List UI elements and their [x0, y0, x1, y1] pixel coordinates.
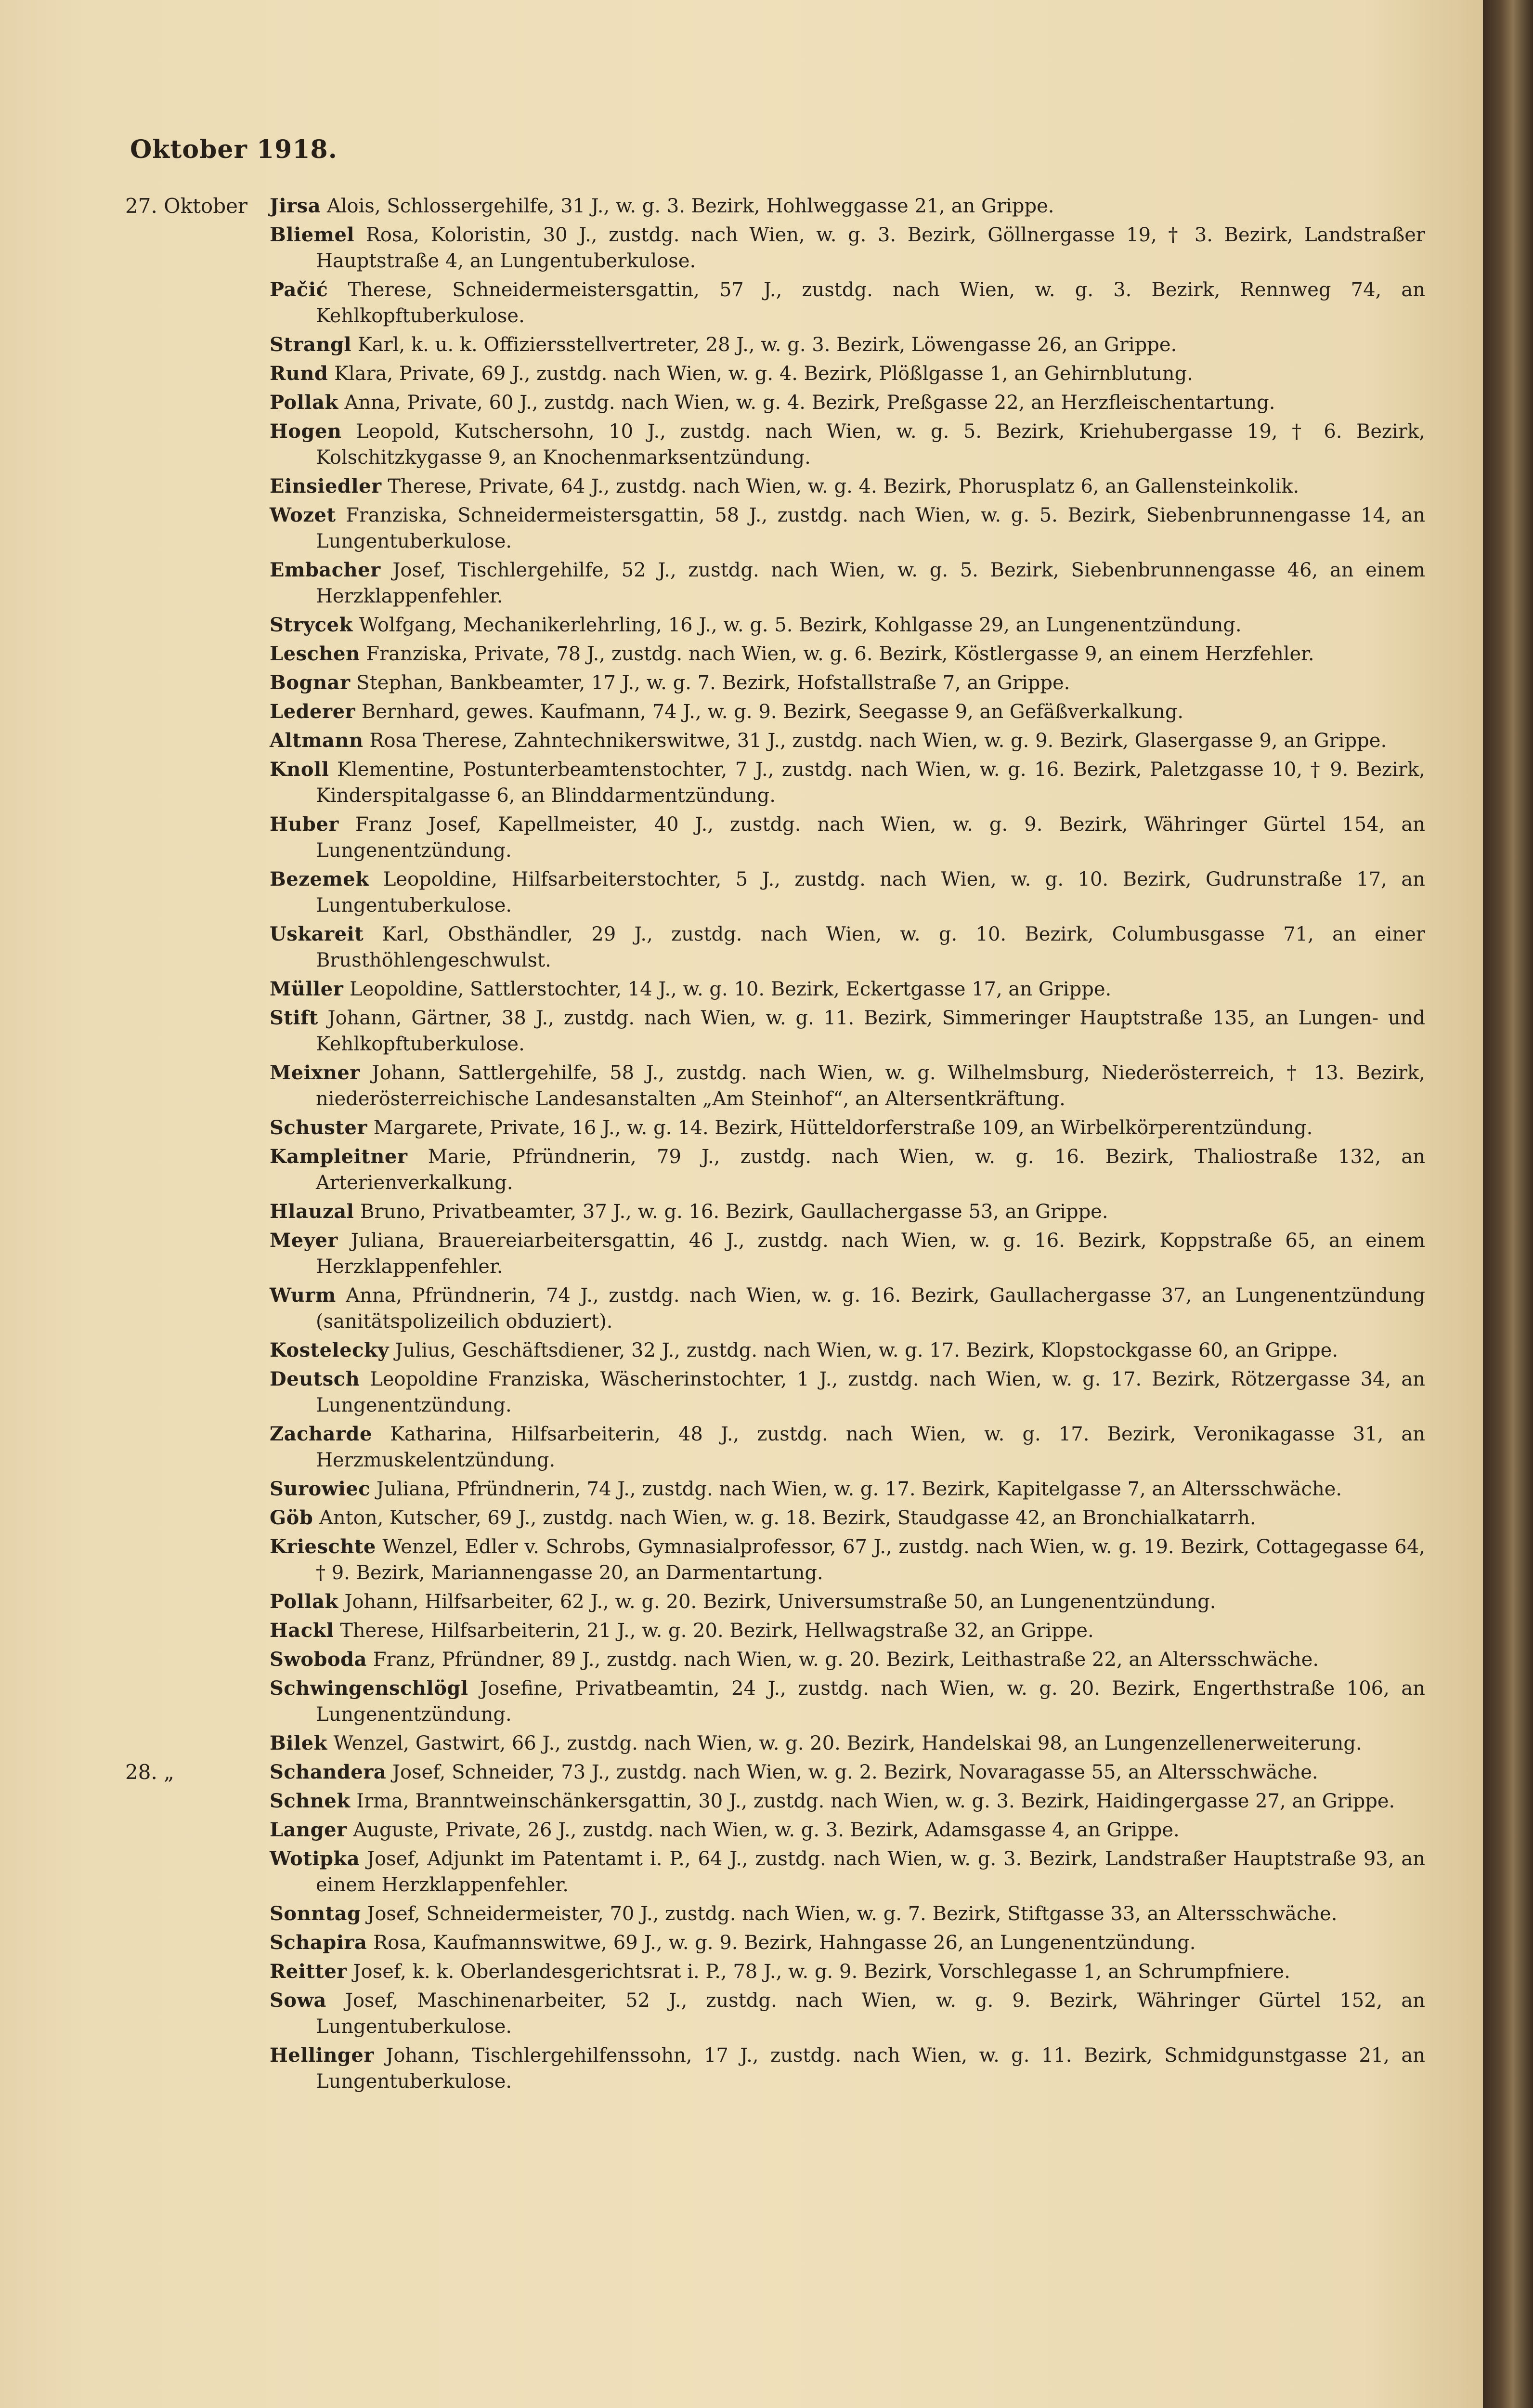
entry-surname: Stift: [270, 1007, 318, 1029]
entry-details: Klara, Private, 69 J., zustdg. nach Wien, w. g. 4. Bezirk, Plößlgasse 1, an Gehirnblutung.: [334, 363, 1193, 385]
register-entry: [125, 1988, 1425, 2040]
entry-details: Franziska, Private, 78 J., zustdg. nach Wien, w. g. 6. Bezirk, Köstlergasse 9, an einem Herzfehler.: [366, 643, 1314, 665]
entry-surname: Pollak: [270, 1590, 338, 1613]
entry-surname: Müller: [270, 978, 344, 1000]
entry-details: Klementine, Postunterbeamtenstochter, 7 J., zustdg. nach Wien, w. g. 16. Bezirk, Paletzgasse 10, † 9. Bezirk, Kinderspitalgasse 6, an Blinddarmentzündung.: [316, 759, 1425, 807]
entry-surname: Leschen: [270, 642, 360, 665]
entry-details: Katharina, Hilfsarbeiterin, 48 J., zustdg. nach Wien, w. g. 17. Bezirk, Veronikagasse 31, an Herzmuskelentzündung.: [316, 1423, 1426, 1471]
entry-surname: Schwingenschlögl: [270, 1677, 468, 1700]
register-entry: [125, 473, 1425, 499]
register-entry: [125, 670, 1425, 696]
entry-surname: Strangl: [270, 333, 352, 356]
entry-details: Therese, Schneidermeistersgattin, 57 J., zustdg. nach Wien, w. g. 3. Bezirk, Rennweg 74, an Kehlkopftuberkulose.: [316, 279, 1425, 327]
register-entry: [125, 1476, 1425, 1502]
entry-text: [270, 502, 1425, 554]
entry-text: [270, 222, 1425, 274]
entry-details: Therese, Private, 64 J., zustdg. nach Wien, w. g. 4. Bezirk, Phorusplatz 6, an Gallensteinkolik.: [388, 475, 1299, 497]
register-entry: [125, 1846, 1425, 1898]
entry-text: [270, 332, 1425, 358]
entry-date: 27. Oktober: [125, 194, 248, 218]
entry-details: Julius, Geschäftsdiener, 32 J., zustdg. nach Wien, w. g. 17. Bezirk, Klopstockgasse 60, an Grippe.: [395, 1339, 1338, 1361]
entry-surname: Uskareit: [270, 923, 364, 945]
entry-details: Josef, Schneidermeister, 70 J., zustdg. nach Wien, w. g. 7. Bezirk, Stiftgasse 33, an Altersschwäche.: [367, 1903, 1338, 1925]
entry-details: Franz Josef, Kapellmeister, 40 J., zustdg. nach Wien, w. g. 9. Bezirk, Währinger Gürtel 154, an Lungenentzündung.: [316, 813, 1425, 862]
register-entry: [125, 866, 1425, 918]
register-entry: [125, 1005, 1425, 1057]
entry-surname: Einsiedler: [270, 475, 382, 497]
entry-text: [270, 1817, 1425, 1843]
register-entry: [125, 921, 1425, 973]
entry-text: [270, 1589, 1425, 1615]
entry-surname: Schuster: [270, 1116, 367, 1139]
register-entry: [125, 1618, 1425, 1644]
entry-details: Josef, Tischlergehilfe, 52 J., zustdg. nach Wien, w. g. 5. Bezirk, Siebenbrunnengasse 46, an einem Herzklappenfehler.: [316, 559, 1426, 607]
register-entry: [125, 757, 1425, 809]
entry-surname: Bilek: [270, 1732, 327, 1754]
entry-surname: Kampleitner: [270, 1145, 408, 1168]
entry-text: [270, 757, 1425, 809]
register-entry: [125, 811, 1425, 864]
entry-surname: Meyer: [270, 1229, 338, 1252]
entry-details: Auguste, Private, 26 J., zustdg. nach Wien, w. g. 3. Bezirk, Adamsgasse 4, an Grippe.: [353, 1819, 1180, 1841]
entry-text: [270, 1421, 1425, 1473]
register-entry: [125, 1366, 1425, 1418]
entry-details: Karl, k. u. k. Offiziersstellvertreter, 28 J., w. g. 3. Bezirk, Löwengasse 26, an Grippe.: [357, 334, 1177, 356]
entry-text: [270, 1534, 1425, 1586]
entry-surname: Pollak: [270, 391, 338, 414]
register-entry: [125, 1228, 1425, 1280]
entry-surname: Wotipka: [270, 1847, 360, 1870]
entry-details: Rosa, Koloristin, 30 J., zustdg. nach Wien, w. g. 3. Bezirk, Göllnergasse 19, † 3. Bezirk, Landstraßer Hauptstraße 4, an Lungentuberkulose.: [316, 224, 1425, 272]
entry-text: [270, 1730, 1425, 1756]
entry-text: [270, 1959, 1425, 1985]
register-entry: [125, 1199, 1425, 1225]
entry-details: Alois, Schlossergehilfe, 31 J., w. g. 3. Bezirk, Hohlweggasse 21, an Grippe.: [326, 195, 1054, 217]
register-entry: [125, 612, 1425, 638]
entry-details: Wenzel, Gastwirt, 66 J., zustdg. nach Wien, w. g. 20. Bezirk, Handelskai 98, an Lungenzellenerweiterung.: [333, 1732, 1362, 1754]
entry-text: [270, 390, 1425, 416]
entry-details: Bruno, Privatbeamter, 37 J., w. g. 16. Bezirk, Gaullachergasse 53, an Grippe.: [360, 1201, 1108, 1223]
entry-text: [270, 1647, 1425, 1673]
entry-surname: Krieschte: [270, 1535, 376, 1558]
register-entry: [125, 390, 1425, 416]
entry-surname: Schapira: [270, 1931, 367, 1954]
entry-details: Leopoldine, Sattlerstochter, 14 J., w. g. 10. Bezirk, Eckertgasse 17, an Grippe.: [350, 978, 1112, 1000]
register-entry: [125, 1675, 1425, 1727]
entry-surname: Hogen: [270, 420, 342, 443]
entry-surname: Rund: [270, 362, 328, 385]
entry-details: Anna, Pfründnerin, 74 J., zustdg. nach Wien, w. g. 16. Bezirk, Gaullachergasse 37, an Lungenentzündung (sanitätspolizeilich obduziert).: [316, 1284, 1425, 1333]
register-entry: [125, 332, 1425, 358]
entry-details: Anna, Private, 60 J., zustdg. nach Wien, w. g. 4. Bezirk, Preßgasse 22, an Herzfleischentartung.: [344, 392, 1275, 414]
entry-details: Stephan, Bankbeamter, 17 J., w. g. 7. Bezirk, Hofstallstraße 7, an Grippe.: [356, 672, 1070, 694]
entry-details: Marie, Pfründnerin, 79 J., zustdg. nach Wien, w. g. 16. Bezirk, Thaliostraße 132, an Arterienverkalkung.: [316, 1146, 1425, 1194]
entry-surname: Reitter: [270, 1960, 347, 1983]
entry-details: Juliana, Pfründnerin, 74 J., zustdg. nach Wien, w. g. 17. Bezirk, Kapitelgasse 7, an Altersschwäche.: [376, 1478, 1342, 1500]
entry-text: [270, 1846, 1425, 1898]
entry-details: Wenzel, Edler v. Schrobs, Gymnasialprofessor, 67 J., zustdg. nach Wien, w. g. 19. Bezirk, Cottagegasse 64, † 9. Bezirk, Mariannengasse 20, an Darmentartung.: [316, 1536, 1425, 1584]
entry-text: [270, 866, 1425, 918]
entry-surname: Embacher: [270, 559, 381, 581]
entry-surname: Jirsa: [270, 195, 321, 217]
entry-text: [270, 2042, 1425, 2094]
entry-details: Margarete, Private, 16 J., w. g. 14. Bezirk, Hütteldorferstraße 109, an Wirbelkörperentzündung.: [373, 1117, 1313, 1139]
entry-text: [270, 557, 1425, 609]
register-entry: [125, 1589, 1425, 1615]
entry-details: Johann, Sattlergehilfe, 58 J., zustdg. nach Wien, w. g. Wilhelmsburg, Niederösterreich, † 13. Bezirk, niederösterreichische Landesanstalten „Am Steinhof“, an Altersentkräftung.: [316, 1062, 1425, 1110]
entry-text: [270, 419, 1425, 471]
entry-details: Anton, Kutscher, 69 J., zustdg. nach Wien, w. g. 18. Bezirk, Staudgasse 42, an Bronchialkatarrh.: [319, 1507, 1256, 1529]
entry-text: [270, 1337, 1425, 1363]
entry-text: [270, 1988, 1425, 2040]
entry-text: [270, 1115, 1425, 1141]
entry-details: Karl, Obsthändler, 29 J., zustdg. nach Wien, w. g. 10. Bezirk, Columbusgasse 71, an einer Brusthöhlengeschwulst.: [316, 923, 1425, 971]
entry-surname: Bognar: [270, 671, 351, 694]
entry-text: [270, 976, 1425, 1002]
entry-text: [270, 811, 1425, 864]
death-register-list: [125, 193, 1425, 2094]
register-entry: [125, 1647, 1425, 1673]
register-entry: [125, 1144, 1425, 1196]
register-entry: [125, 1283, 1425, 1335]
entry-surname: Bliemel: [270, 223, 355, 246]
entry-surname: Swoboda: [270, 1648, 367, 1671]
register-entry: [125, 1930, 1425, 1956]
entry-text: [270, 921, 1425, 973]
entry-text: [270, 1199, 1425, 1225]
register-entry: [125, 222, 1425, 274]
entry-surname: Huber: [270, 813, 339, 836]
entry-surname: Pačić: [270, 278, 328, 301]
entry-text: [270, 1901, 1425, 1927]
entry-text: [270, 1476, 1425, 1502]
register-entry: [125, 728, 1425, 754]
entry-details: Wolfgang, Mechanikerlehrling, 16 J., w. g. 5. Bezirk, Kohlgasse 29, an Lungenentzündung.: [359, 614, 1242, 636]
entry-text: [270, 1788, 1425, 1814]
entry-surname: Schnek: [270, 1790, 351, 1812]
entry-surname: Bezemek: [270, 868, 369, 890]
entry-details: Johann, Hilfsarbeiter, 62 J., w. g. 20. Bezirk, Universumstraße 50, an Lungenentzündung.: [344, 1591, 1216, 1613]
entry-text: [270, 1366, 1425, 1418]
register-entry: [125, 1337, 1425, 1363]
entry-details: Bernhard, gewes. Kaufmann, 74 J., w. g. 9. Bezirk, Seegasse 9, an Gefäßverkalkung.: [361, 701, 1184, 723]
entry-text: [270, 1505, 1425, 1531]
entry-surname: Hlauzal: [270, 1200, 354, 1223]
entry-date: 28. „: [125, 1760, 174, 1784]
entry-text: [270, 1144, 1425, 1196]
page-heading: Oktober 1918.: [130, 135, 338, 164]
entry-text: [270, 699, 1425, 725]
register-entry: [125, 641, 1425, 667]
entry-text: [270, 728, 1425, 754]
entry-surname: Surowiec: [270, 1478, 371, 1500]
entry-text: [270, 277, 1425, 329]
register-entry: [125, 1115, 1425, 1141]
entry-details: Juliana, Brauereiarbeitersgattin, 46 J., zustdg. nach Wien, w. g. 16. Bezirk, Koppstraße 65, an einem Herzklappenfehler.: [316, 1230, 1426, 1278]
entry-details: Rosa, Kaufmannswitwe, 69 J., w. g. 9. Bezirk, Hahngasse 26, an Lungenentzündung.: [373, 1932, 1196, 1954]
entry-details: Johann, Gärtner, 38 J., zustdg. nach Wien, w. g. 11. Bezirk, Simmeringer Hauptstraße 135, an Lungen- und Kehlkopftuberkulose.: [316, 1007, 1426, 1055]
entry-text: [270, 1283, 1425, 1335]
entry-text: [270, 1228, 1425, 1280]
register-entry: [125, 1730, 1425, 1756]
register-entry: [125, 1901, 1425, 1927]
entry-text: [270, 641, 1425, 667]
register-entry: [125, 699, 1425, 725]
register-entry: [125, 1759, 1425, 1785]
entry-text: [270, 1005, 1425, 1057]
entry-text: [270, 473, 1425, 499]
entry-details: Leopoldine, Hilfsarbeiterstochter, 5 J., zustdg. nach Wien, w. g. 10. Bezirk, Gudrunstraße 17, an Lungentuberkulose.: [316, 868, 1425, 916]
entry-details: Leopold, Kutschersohn, 10 J., zustdg. nach Wien, w. g. 5. Bezirk, Kriehubergasse 19, † 6. Bezirk, Kolschitzkygasse 9, an Knochenmarksentzündung.: [316, 420, 1426, 469]
entry-surname: Sowa: [270, 1989, 326, 2012]
register-entry: [125, 976, 1425, 1002]
entry-details: Josefine, Privatbeamtin, 24 J., zustdg. nach Wien, w. g. 20. Bezirk, Engerthstraße 106, an Lungenentzündung.: [316, 1677, 1425, 1726]
entry-text: [270, 1675, 1425, 1727]
entry-text: [270, 1759, 1425, 1785]
register-entry: [125, 1817, 1425, 1843]
register-entry: [125, 1421, 1425, 1473]
register-entry: [125, 193, 1425, 219]
register-entry: [125, 1060, 1425, 1112]
book-edge: [1483, 0, 1533, 2408]
entry-surname: Altmann: [270, 729, 364, 752]
entry-details: Franz, Pfründner, 89 J., zustdg. nach Wien, w. g. 20. Bezirk, Leithastraße 22, an Altersschwäche.: [373, 1649, 1319, 1671]
register-entry: [125, 361, 1425, 387]
register-entry: [125, 1534, 1425, 1586]
entry-surname: Sonntag: [270, 1902, 361, 1925]
entry-surname: Wozet: [270, 504, 336, 526]
entry-surname: Hackl: [270, 1619, 334, 1642]
entry-text: [270, 1618, 1425, 1644]
entry-surname: Lederer: [270, 700, 356, 723]
entry-surname: Deutsch: [270, 1368, 360, 1390]
entry-surname: Meixner: [270, 1061, 360, 1084]
entry-surname: Knoll: [270, 758, 329, 781]
register-entry: [125, 1959, 1425, 1985]
register-entry: [125, 502, 1425, 554]
register-entry: [125, 2042, 1425, 2094]
entry-surname: Schandera: [270, 1761, 387, 1783]
entry-details: Rosa Therese, Zahntechnikerswitwe, 31 J., zustdg. nach Wien, w. g. 9. Bezirk, Glasergasse 9, an Grippe.: [369, 730, 1387, 752]
register-entry: [125, 277, 1425, 329]
entry-text: [270, 361, 1425, 387]
entry-details: Irma, Branntweinschänkersgattin, 30 J., zustdg. nach Wien, w. g. 3. Bezirk, Haidingergasse 27, an Grippe.: [356, 1790, 1395, 1812]
entry-surname: Strycek: [270, 614, 353, 636]
entry-details: Leopoldine Franziska, Wäscherinstochter, 1 J., zustdg. nach Wien, w. g. 17. Bezirk, Rötzergasse 34, an Lungenentzündung.: [316, 1368, 1425, 1416]
entry-details: Josef, k. k. Oberlandesgerichtsrat i. P., 78 J., w. g. 9. Bezirk, Vorschlegasse 1, an Schrumpfniere.: [353, 1961, 1290, 1983]
entry-surname: Kostelecky: [270, 1339, 389, 1361]
entry-surname: Göb: [270, 1506, 313, 1529]
entry-surname: Langer: [270, 1819, 347, 1841]
register-entry: [125, 419, 1425, 471]
entry-details: Therese, Hilfsarbeiterin, 21 J., w. g. 20. Bezirk, Hellwagstraße 32, an Grippe.: [340, 1620, 1094, 1642]
entry-text: [270, 193, 1425, 219]
entry-details: Johann, Tischlergehilfenssohn, 17 J., zustdg. nach Wien, w. g. 11. Bezirk, Schmidgunstgasse 21, an Lungentuberkulose.: [316, 2044, 1425, 2093]
entry-text: [270, 1930, 1425, 1956]
register-entry: [125, 557, 1425, 609]
register-entry: [125, 1505, 1425, 1531]
entry-surname: Zacharde: [270, 1423, 372, 1445]
entry-details: Josef, Adjunkt im Patentamt i. P., 64 J., zustdg. nach Wien, w. g. 3. Bezirk, Landstraßer Hauptstraße 93, an einem Herzklappenfehler.: [316, 1848, 1425, 1896]
entry-surname: Hellinger: [270, 2044, 374, 2067]
entry-details: Josef, Schneider, 73 J., zustdg. nach Wien, w. g. 2. Bezirk, Novaragasse 55, an Altersschwäche.: [392, 1761, 1318, 1783]
entry-text: [270, 670, 1425, 696]
entry-details: Josef, Maschinenarbeiter, 52 J., zustdg. nach Wien, w. g. 9. Bezirk, Währinger Gürtel 152, an Lungentuberkulose.: [316, 1989, 1425, 2038]
entry-surname: Wurm: [270, 1284, 336, 1307]
entry-text: [270, 612, 1425, 638]
entry-text: [270, 1060, 1425, 1112]
register-entry: [125, 1788, 1425, 1814]
entry-details: Franziska, Schneidermeistersgattin, 58 J., zustdg. nach Wien, w. g. 5. Bezirk, Siebenbrunnengasse 14, an Lungentuberkulose.: [316, 504, 1425, 552]
